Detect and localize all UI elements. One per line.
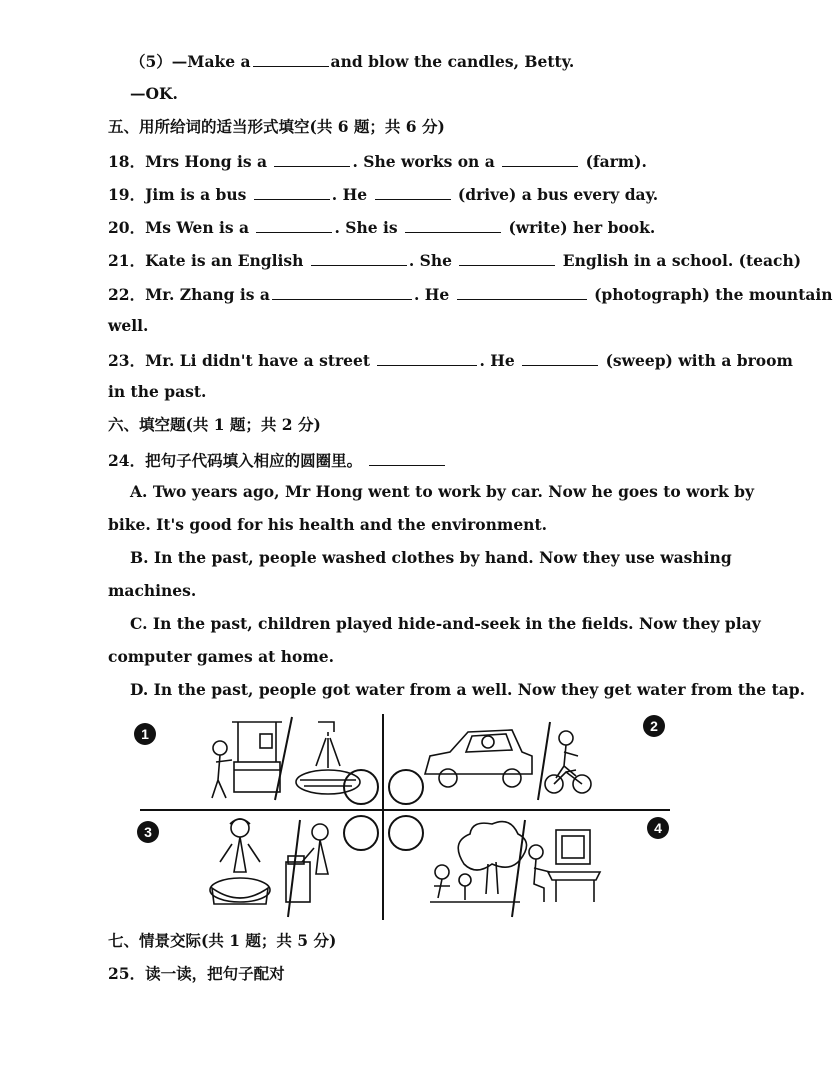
badge-4 bbox=[647, 817, 669, 839]
q23-hint: (sweep) with a broom bbox=[605, 351, 793, 370]
option-b-line-1: B. In the past, people washed clothes by hand. Now they use washing bbox=[130, 548, 732, 567]
option-c-line-1: C. In the past, children played hide-and-seek in the fields. Now they play bbox=[130, 614, 761, 633]
q22-hint: (photograph) the mountain bbox=[594, 285, 833, 304]
question-20 bbox=[108, 216, 655, 238]
q5-blank[interactable] bbox=[253, 50, 329, 67]
q23-text-2: . He bbox=[479, 351, 515, 370]
question-18 bbox=[108, 150, 647, 172]
section-5-heading: 五、用所给词的适当形式填空(共 6 题；共 6 分) bbox=[108, 117, 445, 136]
q23-blank-1[interactable] bbox=[377, 349, 477, 366]
question-22-cont: well. bbox=[108, 316, 149, 335]
reply-ok: —OK. bbox=[130, 84, 178, 103]
q21-hint: English in a school. (teach) bbox=[562, 251, 802, 270]
option-a-line-2: bike. It's good for his health and the environment. bbox=[108, 515, 548, 534]
q23-blank-2[interactable] bbox=[522, 349, 598, 366]
q20-blank-2[interactable] bbox=[405, 216, 501, 233]
question-24 bbox=[108, 449, 447, 471]
option-b-line-2: machines. bbox=[108, 581, 197, 600]
q19-blank-1[interactable] bbox=[254, 183, 330, 200]
question-23-cont: in the past. bbox=[108, 382, 207, 401]
q22-blank-2[interactable] bbox=[457, 283, 587, 300]
q19-hint: (drive) a bus every day. bbox=[457, 185, 659, 204]
q19-text-2: . He bbox=[331, 185, 368, 204]
svg-text:2: 2 bbox=[650, 718, 658, 734]
q18-blank-2[interactable] bbox=[502, 150, 578, 167]
car-bike-scene-icon bbox=[425, 730, 591, 793]
svg-text:3: 3 bbox=[144, 824, 152, 840]
well-scene-icon bbox=[212, 722, 360, 798]
q21-blank-1[interactable] bbox=[311, 249, 407, 266]
q18-text-2: . She works on a bbox=[352, 152, 495, 171]
q19-text: 19．Jim is a bus bbox=[108, 185, 247, 204]
question-5-line bbox=[130, 50, 574, 72]
q22-text: 22．Mr. Zhang is a bbox=[108, 285, 270, 304]
q24-text: 24．把句子代码填入相应的圆圈里。 bbox=[108, 451, 363, 470]
option-c-line-2: computer games at home. bbox=[108, 647, 334, 666]
q21-text: 21．Kate is an English bbox=[108, 251, 304, 270]
badge-3 bbox=[137, 821, 159, 843]
q22-text-2: . He bbox=[413, 285, 450, 304]
q18-hint: (farm). bbox=[585, 152, 647, 171]
answer-circle-3[interactable] bbox=[344, 816, 378, 850]
q20-text: 20．Ms Wen is a bbox=[108, 218, 250, 237]
matching-illustration bbox=[120, 712, 680, 922]
answer-circle-2[interactable] bbox=[389, 770, 423, 804]
q24-blank[interactable] bbox=[369, 449, 445, 466]
answer-circle-4[interactable] bbox=[389, 816, 423, 850]
question-25: 25．读一读，把句子配对 bbox=[108, 964, 285, 983]
q20-blank-1[interactable] bbox=[256, 216, 332, 233]
badge-1 bbox=[134, 723, 156, 745]
section-7-heading: 七、情景交际(共 1 题；共 5 分) bbox=[108, 931, 337, 950]
q23-text: 23．Mr. Li didn't have a street bbox=[108, 351, 371, 370]
section-6-heading: 六、填空题(共 1 题；共 2 分) bbox=[108, 415, 321, 434]
question-22 bbox=[108, 283, 833, 305]
question-21 bbox=[108, 249, 801, 271]
svg-text:1: 1 bbox=[141, 726, 149, 742]
washing-scene-icon bbox=[210, 819, 328, 904]
svg-text:4: 4 bbox=[654, 820, 662, 836]
q20-text-2: . She is bbox=[334, 218, 398, 237]
answer-circle-1[interactable] bbox=[344, 770, 378, 804]
q18-text: 18．Mrs Hong is a bbox=[108, 152, 268, 171]
q5-text-end: and blow the candles, Betty. bbox=[330, 52, 575, 71]
q5-text: （5）—Make a bbox=[130, 52, 251, 71]
badge-2 bbox=[643, 715, 665, 737]
option-d-line-1: D. In the past, people got water from a well. Now they get water from the tap. bbox=[130, 680, 806, 699]
question-23 bbox=[108, 349, 793, 371]
q20-hint: (write) her book. bbox=[508, 218, 656, 237]
question-19 bbox=[108, 183, 658, 205]
q22-blank-1[interactable] bbox=[272, 283, 412, 300]
q18-blank-1[interactable] bbox=[274, 150, 350, 167]
q19-blank-2[interactable] bbox=[375, 183, 451, 200]
q21-blank-2[interactable] bbox=[459, 249, 555, 266]
option-a-line-1: A. Two years ago, Mr Hong went to work by car. Now he goes to work by bbox=[130, 482, 754, 501]
q21-text-2: . She bbox=[408, 251, 452, 270]
